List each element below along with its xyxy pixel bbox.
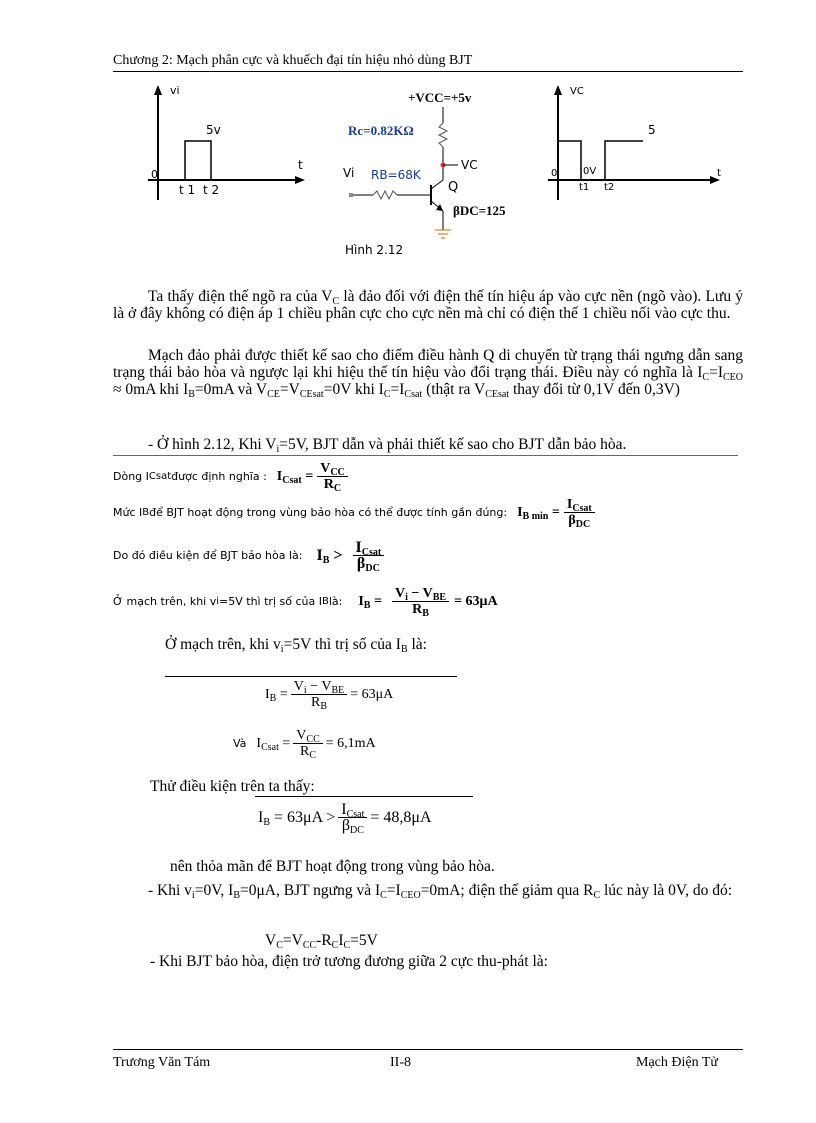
output-waveform — [543, 85, 733, 205]
eq-check: $I_B = 63\mu A$ > $\frac{I_{Csat}}{\beta_{DC}}$ = 48,8μA — [258, 801, 432, 836]
output-t2-label: t2 — [604, 182, 615, 193]
paragraph-8: $V_C=V_{CC}-R_CI_C=5V$ — [265, 932, 378, 951]
zero-volt-label: 0V — [583, 166, 597, 177]
footer-author: Trương Văn Tám — [113, 1055, 211, 1070]
footer-subject: Mạch Điện Tử — [636, 1055, 718, 1070]
paragraph-1: Ta thấy điện thế ngõ ra của $V_C$ là đảo đối với điện thế tín hiệu áp vào cực nền (ngõ vào). Lưu ý là ở đây không có điện áp 1 chiều phân cực cho cực nền mà chỉ có điện thế 1 chiều nối vào cực thu. — [113, 288, 744, 322]
level-label: 5v — [206, 123, 221, 137]
output-t-axis-label: t — [717, 168, 721, 179]
origin-label: 0 — [151, 168, 158, 181]
eq-ib: $I_B$ = $\frac{V_i - V_{BE}}{R_B}$ = 63μA — [265, 679, 394, 712]
rb-label: RB=68K — [371, 168, 421, 182]
t1-label: t 1 — [179, 183, 196, 197]
vi-axis-label: vi — [170, 84, 180, 97]
box-line-3: Do đó điều kiện để BJT bảo hòa là: $I_B$ > $\frac{I_{Csat}}{\beta_{DC}}$ — [113, 540, 387, 571]
vc-label: VC — [461, 158, 478, 172]
input-waveform — [143, 85, 323, 205]
divider-1 — [165, 676, 457, 677]
output-origin-label: 0 — [551, 168, 558, 179]
q-label: Q — [448, 180, 459, 195]
vcc-label: +VCC=+5v — [408, 90, 472, 105]
beta-label: βDC=125 — [453, 203, 506, 218]
formula-image — [113, 455, 738, 630]
box-line-1: Dòng I Csat được định nghĩa : $I_{Csat}$ = $\frac{V_{CC}}{R_C}$ — [113, 461, 351, 492]
bjt-circuit — [343, 85, 503, 245]
footer-page: II-8 — [390, 1055, 411, 1070]
output-level-label: 5 — [648, 123, 656, 137]
output-t1-label: t1 — [579, 182, 590, 193]
vi-label: Vi — [343, 166, 355, 180]
paragraph-4: Ở mạch trên, khi $v_i=5V$ thì trị số của $I_B$ là: — [165, 636, 427, 655]
page-header: Chương 2: Mạch phân cực và khuếch đại tín hiệu nhỏ dùng BJT — [113, 53, 473, 68]
t-axis-label: t — [298, 158, 303, 172]
paragraph-6: nên thỏa mãn để BJT hoạt động trong vùng bảo hòa. — [170, 858, 495, 875]
figure-caption: Hình 2.12 — [345, 243, 404, 257]
figure-2-12 — [113, 80, 743, 275]
header-rule — [113, 71, 743, 72]
paragraph-5: Thử điều kiện trên ta thấy: — [150, 778, 315, 795]
paragraph-7: - Khi $v_i=0V$, $I_B=0\mu A$, BJT ngưng và $I_C=I_{CEO}=0mA$; điện thế giảm qua $R_C$ lúc này là 0V, do đó: — [148, 882, 733, 901]
footer-rule — [113, 1049, 743, 1050]
box-line-4: Ở mạch trên, khi v i =5V thì trị số của I B là: $I_B$ = $\frac{V_i - V_{BE}}{R_B}$ = 63μA — [113, 586, 498, 619]
paragraph-3: - Ở hình 2.12, Khi $V_i=5V$, BJT dẫn và phải thiết kế sao cho BJT dẫn bảo hòa. — [148, 436, 627, 455]
paragraph-9: - Khi BJT bảo hòa, điện trở tương đương giữa 2 cực thu-phát là: — [150, 953, 548, 970]
divider-2 — [255, 796, 473, 797]
paragraph-2: Mạch đảo phải được thiết kế sao cho điểm điều hành Q di chuyển từ trạng thái ngưng dẫn sang trạng thái bảo hòa và ngược lại khi hiệu thế tín hiệu vào đổi trạng thái. Điều này có nghĩa là $I_C=I_{CEO} \approx 0mA$ khi $I_B=0mA$ và $V_{CE}=V_{CEsat}=0V$ khi $I_C=I_{Csat}$ (thật ra $V_{CEsat}$ thay đổi từ 0,1V đến 0,3V) — [113, 347, 743, 400]
t2-label: t 2 — [203, 183, 220, 197]
vc-axis-label: VC — [570, 86, 584, 97]
eq-icsat: Và $I_{Csat}$ = $\frac{V_{CC}}{R_C}$ = 6,1mA — [233, 728, 376, 761]
rc-label: Rc=0.82KΩ — [348, 123, 414, 138]
box-line-2: Mức I B để BJT hoạt động trong vùng bảo hòa có thể được tính gần đúng: $I_{B min}$ = $\frac{I_{Csat}}{\beta_{DC}}$ — [113, 497, 598, 528]
